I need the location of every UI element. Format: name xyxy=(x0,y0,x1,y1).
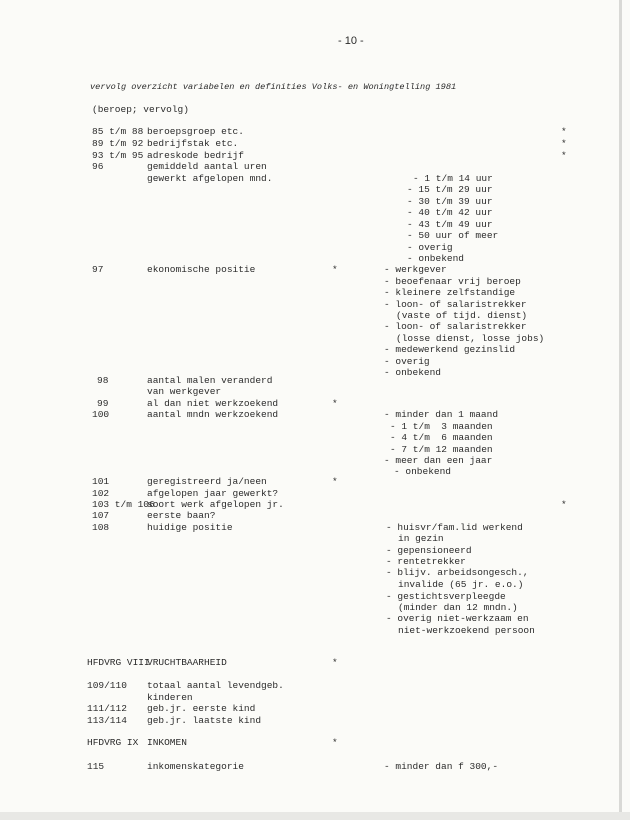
row-label: totaal aantal levendgeb. xyxy=(147,680,284,691)
section-subtitle: (beroep; vervolg) xyxy=(92,104,189,115)
star-marker: * xyxy=(332,264,338,275)
category: - 40 t/m 42 uur xyxy=(407,207,493,218)
category: - beoefenaar vrij beroep xyxy=(384,276,521,287)
category: - onbekend xyxy=(394,466,452,477)
category: - 7 t/m 12 maanden xyxy=(390,444,493,455)
row-label: eerste baan? xyxy=(147,510,216,521)
category: - meer dan een jaar xyxy=(384,455,493,466)
category: - loon- of salaristrekker xyxy=(384,299,527,310)
row-label: gewerkt afgelopen mnd. xyxy=(147,173,273,184)
row-label: ekonomische positie xyxy=(147,264,256,275)
category: (losse dienst, losse jobs) xyxy=(396,333,545,344)
category: - minder dan 1 maand xyxy=(384,409,499,420)
star-marker: * xyxy=(561,138,567,149)
row-code: 102 xyxy=(92,488,110,499)
category: - kleinere zelfstandige xyxy=(384,287,516,298)
chapter-code: HFDVRG IX xyxy=(87,737,139,748)
category: (minder dan 12 mndn.) xyxy=(398,602,518,613)
row-code: 109/110 xyxy=(87,680,127,691)
category: niet-werkzoekend persoon xyxy=(398,625,535,636)
category: - gepensioneerd xyxy=(386,545,472,556)
row-label: adreskode bedrijf xyxy=(147,150,244,161)
page-title: vervolg overzicht variabelen en definities Volks- en Woningtelling 1981 xyxy=(90,82,457,92)
chapter-title: VRUCHTBAARHEID xyxy=(147,657,227,668)
row-code: 97 xyxy=(92,264,104,275)
category: - 50 uur of meer xyxy=(407,230,499,241)
row-code: 85 t/m 88 xyxy=(92,126,144,137)
row-label: al dan niet werkzoekend xyxy=(147,398,279,409)
category: - loon- of salaristrekker xyxy=(384,321,527,332)
page-number: - 10 - xyxy=(338,35,364,47)
row-label: geb.jr. eerste kind xyxy=(147,703,256,714)
page-edge-right xyxy=(619,0,622,820)
row-label: geregistreerd ja/neen xyxy=(147,476,267,487)
star-marker: * xyxy=(332,476,338,487)
star-marker: * xyxy=(332,398,338,409)
page-edge-bottom xyxy=(0,812,630,820)
row-code: 115 xyxy=(87,761,105,772)
category: - medewerkend gezinslid xyxy=(384,344,516,355)
row-code: 111/112 xyxy=(87,703,127,714)
row-label: beroepsgroep etc. xyxy=(147,126,244,137)
row-label: aantal mndn werkzoekend xyxy=(147,409,279,420)
row-code: 89 t/m 92 xyxy=(92,138,144,149)
row-label: inkomenskategorie xyxy=(147,761,244,772)
row-code: 113/114 xyxy=(87,715,127,726)
category: (vaste of tijd. dienst) xyxy=(396,310,528,321)
row-code: 100 xyxy=(92,409,110,420)
row-label: huidige positie xyxy=(147,522,233,533)
row-label: geb.jr. laatste kind xyxy=(147,715,262,726)
category: - huisvr/fam.lid werkend xyxy=(386,522,523,533)
category: - werkgever xyxy=(384,264,447,275)
star-marker: * xyxy=(561,150,567,161)
category: in gezin xyxy=(398,533,444,544)
chapter-code: HFDVRG VIII xyxy=(87,657,150,668)
row-code: 99 xyxy=(97,398,109,409)
category: - minder dan f 300,- xyxy=(384,761,499,772)
row-code: 107 xyxy=(92,510,110,521)
category: - 1 t/m 14 uur xyxy=(413,173,493,184)
row-code: 103 t/m 106 xyxy=(92,499,155,510)
category: - 4 t/m 6 maanden xyxy=(390,432,493,443)
row-label: kinderen xyxy=(147,692,193,703)
row-label: aantal malen veranderd xyxy=(147,375,273,386)
row-code: 108 xyxy=(92,522,110,533)
category: - overig niet-werkzaam en xyxy=(386,613,529,624)
category: - onbekend xyxy=(384,367,442,378)
row-label: afgelopen jaar gewerkt? xyxy=(147,488,279,499)
star-marker: * xyxy=(561,126,567,137)
category: invalide (65 jr. e.o.) xyxy=(398,579,524,590)
category: - 1 t/m 3 maanden xyxy=(390,421,493,432)
category: - onbekend xyxy=(407,253,465,264)
row-label: bedrijfstak etc. xyxy=(147,138,239,149)
star-marker: * xyxy=(332,657,338,668)
category: - rentetrekker xyxy=(386,556,466,567)
row-code: 96 xyxy=(92,161,104,172)
row-code: 101 xyxy=(92,476,110,487)
row-label: soort werk afgelopen jr. xyxy=(147,499,284,510)
category: - overig xyxy=(407,242,453,253)
star-marker: * xyxy=(561,499,567,510)
row-code: 93 t/m 95 xyxy=(92,150,144,161)
row-label: van werkgever xyxy=(147,386,222,397)
category: - 30 t/m 39 uur xyxy=(407,196,493,207)
chapter-title: INKOMEN xyxy=(147,737,187,748)
category: - 43 t/m 49 uur xyxy=(407,219,493,230)
category: - overig xyxy=(384,356,430,367)
row-label: gemiddeld aantal uren xyxy=(147,161,267,172)
category: - 15 t/m 29 uur xyxy=(407,184,493,195)
star-marker: * xyxy=(332,737,338,748)
row-code: 98 xyxy=(97,375,109,386)
category: - blijv. arbeidsongesch., xyxy=(386,567,529,578)
category: - gestichtsverpleegde xyxy=(386,591,506,602)
